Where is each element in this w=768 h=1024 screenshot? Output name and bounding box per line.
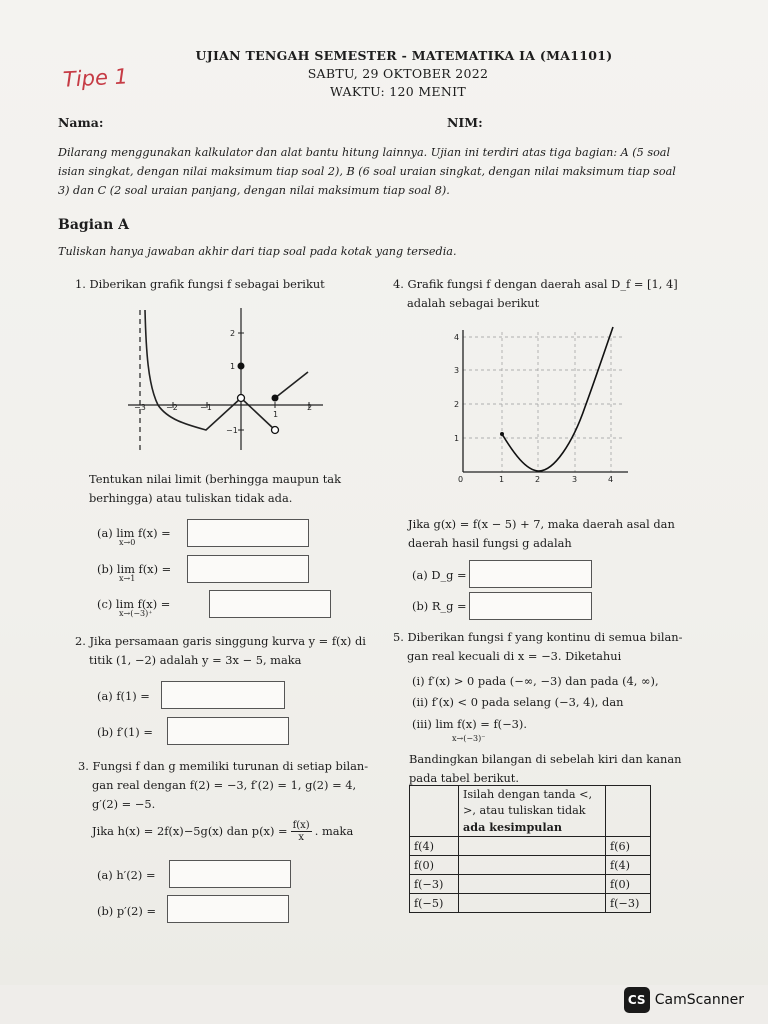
x-tick-label: 2 bbox=[307, 403, 313, 412]
q4-after-text: Jika g(x) = f(x − 5) + 7, maka daerah asal dan daerah hasil fungsi g adalah bbox=[408, 517, 675, 550]
y-tick-label: 4 bbox=[454, 333, 460, 342]
q1-graph bbox=[118, 300, 338, 460]
table-header: Isilah dengan tanda <, >, atau tuliskan tidak ada kesimpulan bbox=[459, 786, 606, 837]
q1c-answer-box[interactable] bbox=[209, 590, 331, 618]
intro-line: Dilarang menggunakan kalkulator dan alat bantu hitung lainnya. Ujian ini terdiri atas tiga bagian: A (5 soal bbox=[58, 146, 671, 159]
condition-i: (i) f′(x) > 0 pada (−∞, −3) dan pada (4, ∞), bbox=[412, 674, 659, 688]
camscanner-watermark bbox=[624, 987, 744, 1013]
answer-cell[interactable] bbox=[459, 837, 606, 856]
y-tick-label: 3 bbox=[454, 366, 460, 375]
open-point bbox=[238, 395, 245, 402]
q4b-answer-box[interactable] bbox=[469, 592, 592, 620]
q2a-label: (a) f(1) = bbox=[97, 689, 150, 703]
endpoint bbox=[500, 432, 504, 436]
x-tick-label: 1 bbox=[273, 410, 279, 419]
table-row bbox=[410, 875, 651, 894]
x-tick-label: 1 bbox=[499, 475, 505, 484]
exam-date: SABTU, 29 OKTOBER 2022 bbox=[307, 66, 489, 81]
x-tick-label: 3 bbox=[572, 475, 578, 484]
condition-iii: (iii) lim f(x) = f(−3). bbox=[412, 717, 527, 731]
exam-instructions bbox=[58, 143, 698, 200]
q4-text: 4. Grafik fungsi f dengan daerah asal D_f = [1, 4] adalah sebagai berikut bbox=[393, 277, 678, 310]
q3-definition: Jika h(x) = 2f(x)−5g(x) dan p(x) = $\frac{f(x)}{x}$ . maka bbox=[92, 820, 354, 843]
q5-text: 5. Diberikan fungsi f yang kontinu di semua bilan- gan real kecuali di x = −3. Diketahui bbox=[393, 630, 683, 663]
x-tick-label: −2 bbox=[166, 403, 178, 412]
segment-right bbox=[275, 372, 308, 398]
intro-line: 3) dan C (2 soal uraian panjang, dengan nilai maksimum tiap soal 8). bbox=[58, 184, 450, 197]
q1a-label: (a) lim f(x) = x→0 bbox=[97, 526, 171, 547]
intro-line: isian singkat, dengan nilai maksimum tiap soal 2), B (6 soal uraian singkat, dengan nilai maksimum tiap soal bbox=[58, 165, 676, 178]
exam-time: WAKTU: 120 MENIT bbox=[330, 84, 466, 99]
q3a-label: (a) h′(2) = bbox=[97, 868, 156, 882]
condition-ii: (ii) f′(x) < 0 pada selang (−3, 4), dan bbox=[412, 695, 624, 709]
table-cell-left: f(−5) bbox=[410, 894, 459, 913]
name-label: Nama: bbox=[58, 115, 104, 130]
filled-point bbox=[272, 395, 279, 402]
table-row bbox=[410, 894, 651, 913]
q1c-label: (c) lim f(x) = x→(−3)⁺ bbox=[97, 597, 171, 618]
q3a-answer-box[interactable] bbox=[169, 860, 291, 888]
q1a-answer-box[interactable] bbox=[187, 519, 309, 547]
camscanner-label: CamScanner bbox=[654, 992, 744, 1008]
table-row bbox=[410, 856, 651, 875]
q4a-answer-box[interactable] bbox=[469, 560, 592, 588]
q3b-label: (b) p′(2) = bbox=[97, 904, 156, 918]
q5-conditions bbox=[412, 672, 659, 748]
x-tick-label: 2 bbox=[535, 475, 541, 484]
y-tick-label: 1 bbox=[454, 434, 460, 443]
q1b-label: (b) lim f(x) = x→1 bbox=[97, 562, 172, 583]
q2-text: 2. Jika persamaan garis singgung kurva y = f(x) di titik (1, −2) adalah y = 3x − 5, maka bbox=[75, 634, 366, 667]
table-cell-right: f(4) bbox=[606, 856, 651, 875]
q3-text: 3. Fungsi f dan g memiliki turunan di setiap bilan- gan real dengan f(2) = −3, f′(2) = 1, g(2) = 4, g′(2) = −5. bbox=[78, 759, 369, 811]
table-cell-left: f(4) bbox=[410, 837, 459, 856]
camscanner-logo-icon: CS bbox=[624, 987, 650, 1013]
table-cell bbox=[606, 786, 651, 837]
y-tick-label: 2 bbox=[230, 329, 236, 338]
curve-left bbox=[145, 310, 241, 430]
handwritten-tag: Tipe 1 bbox=[62, 64, 129, 92]
condition-iii-sub: x→(−3)⁻ bbox=[452, 734, 486, 743]
y-tick-label: 2 bbox=[454, 400, 460, 409]
segment-middle bbox=[241, 398, 275, 430]
q5-compare-text: Bandingkan bilangan di sebelah kiri dan kanan pada tabel berikut. bbox=[409, 752, 682, 785]
x-tick-label: −1 bbox=[200, 403, 212, 412]
answer-cell[interactable] bbox=[459, 856, 606, 875]
open-point bbox=[272, 427, 279, 434]
table-cell-right: f(0) bbox=[606, 875, 651, 894]
exam-title: UJIAN TENGAH SEMESTER - MATEMATIKA IA (MA1101) bbox=[195, 48, 613, 63]
q2b-answer-box[interactable] bbox=[167, 717, 289, 745]
q4a-label: (a) D_g = bbox=[412, 568, 467, 582]
q1b-answer-box[interactable] bbox=[187, 555, 309, 583]
table-cell-left: f(−3) bbox=[410, 875, 459, 894]
y-tick-label: 1 bbox=[230, 362, 236, 371]
table-cell-left: f(0) bbox=[410, 856, 459, 875]
q4-graph bbox=[448, 322, 638, 492]
q2a-answer-box[interactable] bbox=[161, 681, 285, 709]
section-title: Bagian A bbox=[58, 217, 129, 233]
table-cell-right: f(6) bbox=[606, 837, 651, 856]
y-tick-label: −1 bbox=[226, 426, 238, 435]
table-row bbox=[410, 837, 651, 856]
q3b-answer-box[interactable] bbox=[167, 895, 289, 923]
table-header-row bbox=[410, 786, 651, 837]
q1-text: Tentukan nilai limit (berhingga maupun tak berhingga) atau tuliskan tidak ada. bbox=[89, 472, 341, 505]
x-tick-label: 0 bbox=[458, 475, 464, 484]
table-cell bbox=[410, 786, 459, 837]
nim-label: NIM: bbox=[447, 115, 483, 130]
q2b-label: (b) f′(1) = bbox=[97, 725, 153, 739]
x-tick-label: 4 bbox=[608, 475, 614, 484]
filled-point bbox=[238, 363, 245, 370]
comparison-table bbox=[409, 785, 651, 913]
answer-cell[interactable] bbox=[459, 875, 606, 894]
q1-intro: 1. Diberikan grafik fungsi f sebagai berikut bbox=[75, 277, 325, 291]
fraction: $\frac{f(x)}{x}$ bbox=[292, 820, 310, 843]
q4b-label: (b) R_g = bbox=[412, 599, 467, 613]
answer-cell[interactable] bbox=[459, 894, 606, 913]
x-tick-label: −3 bbox=[134, 403, 146, 412]
section-instruction: Tuliskan hanya jawaban akhir dari tiap soal pada kotak yang tersedia. bbox=[58, 245, 457, 258]
table-cell-right: f(−3) bbox=[606, 894, 651, 913]
parabola-curve bbox=[502, 327, 613, 471]
